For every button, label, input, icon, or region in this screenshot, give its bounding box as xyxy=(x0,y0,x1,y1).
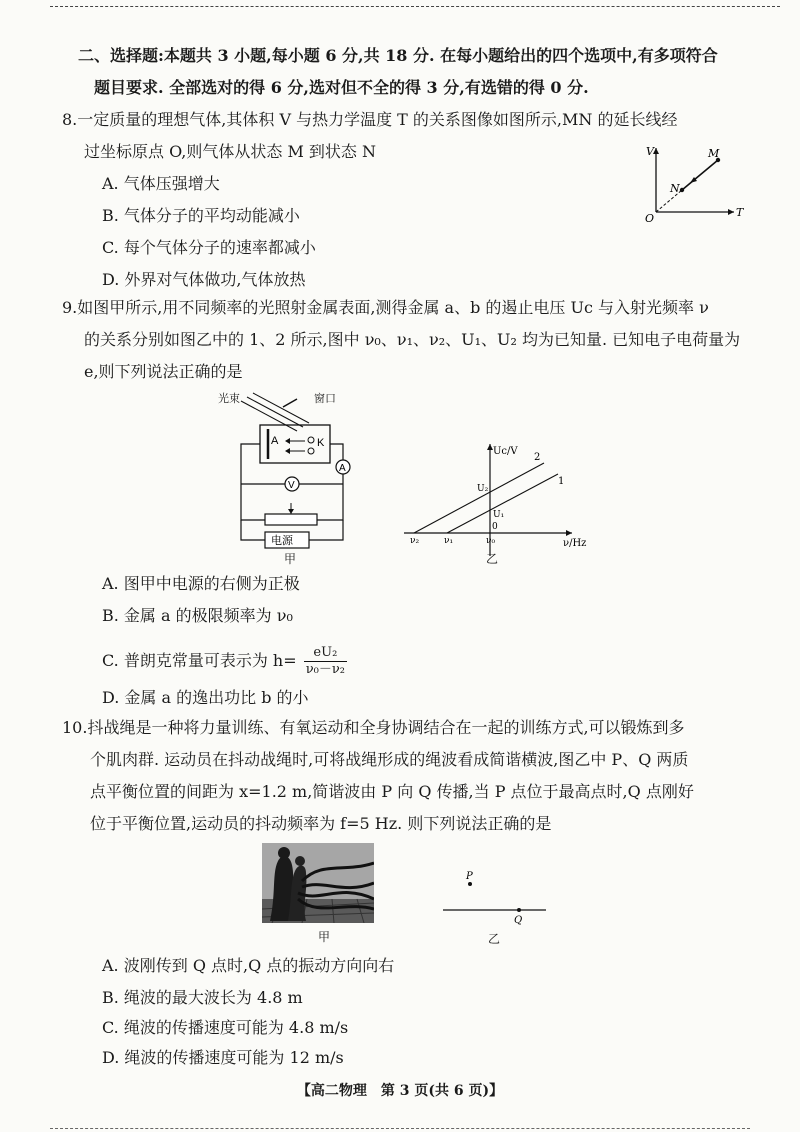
q10-pq-diagram xyxy=(440,866,550,928)
q10-option-b: B. 绳波的最大波长为 4.8 m xyxy=(102,988,303,1007)
q10-stem-line-3: 点平衡位置的间距为 x=1.2 m,简谐波由 P 向 Q 传播,当 P 点位于最高点时,Q 点刚好 xyxy=(90,782,694,801)
q9-window-label: 窗口 xyxy=(314,392,336,405)
q10-figure-a-caption: 甲 xyxy=(318,930,331,944)
q8-v-axis-label: V xyxy=(646,145,654,158)
q9-circuit-diagram xyxy=(205,385,370,565)
top-rule xyxy=(50,6,780,7)
q8-option-d: D. 外界对气体做功,气体放热 xyxy=(102,270,306,289)
q10-point-q-label: Q xyxy=(514,915,523,926)
bottom-rule xyxy=(50,1128,750,1129)
q8-point-m-label: M xyxy=(708,147,720,160)
q8-origin-label: O xyxy=(645,212,655,225)
q9-option-a: A. 图甲中电源的右侧为正极 xyxy=(102,574,300,593)
q9-nu2-label: ν₂ xyxy=(410,536,420,546)
q9-option-c-denominator: ν₀－ν₂ xyxy=(305,662,345,677)
q9-nu1-label: ν₁ xyxy=(444,536,454,546)
q9-plate-a-label: A xyxy=(271,435,279,447)
q9-electrode-k-label: K xyxy=(317,437,325,449)
q9-figure-a-caption: 甲 xyxy=(284,552,297,566)
q9-line-1-label: 1 xyxy=(558,476,565,487)
q10-stem-line-1: 10.抖战绳是一种将力量训练、有氧运动和全身协调结合在一起的训练方式,可以锻炼到多 xyxy=(62,718,685,737)
q10-stem-line-4: 位于平衡位置,运动员的抖动频率为 f=5 Hz. 则下列说法正确的是 xyxy=(90,814,552,833)
q9-voltmeter-label: V xyxy=(288,480,295,491)
section-title-line-2: 题目要求. 全部选对的得 6 分,选对但不全的得 3 分,有选错的得 0 分. xyxy=(94,78,589,97)
q9-uc-nu-graph xyxy=(400,438,600,563)
page-footer: 【高二物理 第 3 页(共 6 页)】 xyxy=(296,1083,504,1099)
q8-t-axis-label: T xyxy=(736,206,744,219)
q9-beam-label: 光束 xyxy=(218,392,240,405)
q10-option-a: A. 波刚传到 Q 点时,Q 点的振动方向向右 xyxy=(102,956,395,975)
q10-figure-b-caption: 乙 xyxy=(488,932,501,946)
q9-option-c xyxy=(102,645,347,678)
q9-stem-line-3: e,则下列说法正确的是 xyxy=(84,362,243,381)
q8-vt-graph xyxy=(640,140,750,225)
q9-u2-label: U₂ xyxy=(477,484,489,494)
q9-option-b: B. 金属 a 的极限频率为 ν₀ xyxy=(102,606,293,625)
q8-stem-line-1: 8.一定质量的理想气体,其体积 V 与热力学温度 T 的关系图像如图所示,MN 的延长线经 xyxy=(62,110,678,129)
q9-stem-line-1: 9.如图甲所示,用不同频率的光照射金属表面,测得金属 a、b 的遏止电压 Uc 与入射光频率 ν xyxy=(62,298,709,317)
q9-zero-label: 0 xyxy=(492,522,498,532)
q9-nu0-label: ν₀ xyxy=(486,536,496,546)
q8-option-b: B. 气体分子的平均动能减小 xyxy=(102,206,300,225)
q8-option-c: C. 每个气体分子的速率都减小 xyxy=(102,238,316,257)
q9-uc-axis-label: Uc/V xyxy=(493,446,518,457)
q10-point-p-label: P xyxy=(466,871,473,882)
q9-option-c-fraction xyxy=(304,645,347,678)
q10-battle-rope-photo xyxy=(262,843,374,923)
q9-figure-b-caption: 乙 xyxy=(486,552,499,566)
q9-line-2-label: 2 xyxy=(534,452,541,463)
q8-stem-line-2: 过坐标原点 O,则气体从状态 M 到状态 N xyxy=(84,142,376,161)
q10-option-c: C. 绳波的传播速度可能为 4.8 m/s xyxy=(102,1018,349,1037)
q9-ammeter-label: A xyxy=(339,463,346,474)
q9-source-label: 电源 xyxy=(271,534,293,547)
q9-option-c-prefix: C. 普朗克常量可表示为 h= xyxy=(102,651,297,670)
q9-nu-axis-label: ν/Hz xyxy=(563,538,587,549)
q9-option-c-numerator: eU₂ xyxy=(304,645,347,662)
section-title-line-1: 二、选择题:本题共 3 小题,每小题 6 分,共 18 分. 在每小题给出的四个选项中,有多项符合 xyxy=(78,46,718,65)
q9-option-d: D. 金属 a 的逸出功比 b 的小 xyxy=(102,688,309,707)
q8-point-n-label: N xyxy=(670,182,680,195)
q9-stem-line-2: 的关系分别如图乙中的 1、2 所示,图中 ν₀、ν₁、ν₂、U₁、U₂ 均为已知量. 已知电子电荷量为 xyxy=(84,330,741,349)
q8-option-a: A. 气体压强增大 xyxy=(102,174,220,193)
q10-option-d: D. 绳波的传播速度可能为 12 m/s xyxy=(102,1048,344,1067)
q9-u1-label: U₁ xyxy=(493,510,505,520)
q10-stem-line-2: 个肌肉群. 运动员在抖动战绳时,可将战绳形成的绳波看成简谐横波,图乙中 P、Q 两质 xyxy=(90,750,689,769)
